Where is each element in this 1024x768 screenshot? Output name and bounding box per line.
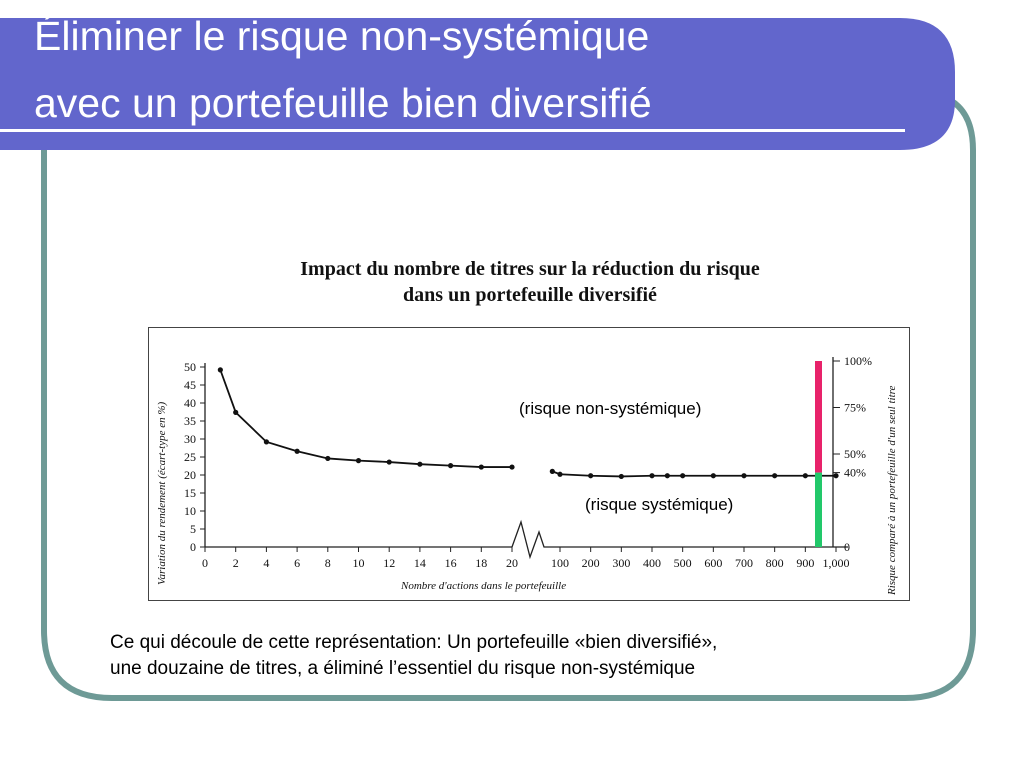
x-tick-label: 18 xyxy=(475,556,488,570)
x-tick-label: 8 xyxy=(324,556,331,570)
y-tick-label: 0 xyxy=(190,540,196,554)
x-axis-break xyxy=(512,522,848,557)
slide-caption xyxy=(110,630,950,682)
x-tick-label: 6 xyxy=(294,556,301,570)
y-tick-label: 50 xyxy=(184,360,196,374)
data-point xyxy=(649,473,654,478)
y-tick-label: 15 xyxy=(184,486,196,500)
data-point xyxy=(772,473,777,478)
data-point xyxy=(387,459,392,464)
y-tick-label: 10 xyxy=(184,504,196,518)
y2-tick-label: 40% xyxy=(844,465,866,480)
data-point xyxy=(680,473,685,478)
x-tick-label: 16 xyxy=(444,556,457,570)
caption-line-1: Ce qui découle de cette représentation: Un portefeuille «bien diversifié», xyxy=(110,632,718,653)
risk-chart xyxy=(148,327,910,601)
data-point xyxy=(509,464,514,469)
series-right-line xyxy=(552,471,836,476)
x-tick-label: 900 xyxy=(796,556,815,570)
x-tick-label: 2 xyxy=(232,556,239,570)
x-tick-label: 600 xyxy=(704,556,723,570)
chart-axes xyxy=(205,357,848,557)
x-tick-label: 500 xyxy=(673,556,692,570)
y2-tick-label: 0 xyxy=(844,540,850,554)
x-tick-label: 200 xyxy=(581,556,600,570)
x-tick-label: 400 xyxy=(643,556,661,570)
x-tick-label: 14 xyxy=(413,556,426,570)
y2-tick-label: 75% xyxy=(844,400,866,415)
x-tick-label: 100 xyxy=(551,556,569,570)
chart-ticks xyxy=(184,354,872,570)
nonsystematic-risk-bar xyxy=(815,361,822,473)
risk-split-bars xyxy=(815,361,822,547)
data-point xyxy=(356,458,361,463)
data-point xyxy=(417,462,422,467)
data-point xyxy=(218,367,223,372)
x-tick-label: 20 xyxy=(506,556,518,570)
data-point xyxy=(741,473,746,478)
chart-title-line-2: dans un portefeuille diversifié xyxy=(403,284,657,306)
data-point xyxy=(833,473,838,478)
y2-tick-label: 50% xyxy=(844,447,866,461)
annotation-systematic: (risque systémique) xyxy=(585,495,734,514)
x-tick-label: 800 xyxy=(765,556,784,570)
chart-points xyxy=(218,367,839,479)
chart-title-line-1: Impact du nombre de titres sur la réduction du risque xyxy=(300,258,760,280)
data-point xyxy=(803,473,808,478)
y-axis-label: Variation du rendement (écart-type en %) xyxy=(156,401,168,585)
x-tick-label: 4 xyxy=(263,556,270,570)
x-tick-label: 700 xyxy=(735,556,753,570)
y-tick-label: 5 xyxy=(190,522,196,536)
data-point xyxy=(665,473,670,478)
y-tick-label: 20 xyxy=(184,468,196,482)
data-point xyxy=(233,410,238,415)
title-underline xyxy=(0,129,905,132)
y2-axis-label: Risque comparé à un portefeuille d'un seul titre xyxy=(886,385,898,595)
data-point xyxy=(619,474,624,479)
x-tick-label: 1,000 xyxy=(822,556,850,570)
data-point xyxy=(711,473,716,478)
y-tick-label: 25 xyxy=(184,450,196,464)
x-tick-label: 10 xyxy=(352,556,365,570)
y-tick-label: 45 xyxy=(184,378,196,392)
y2-tick-label: 100% xyxy=(844,354,872,368)
data-point xyxy=(588,473,593,478)
data-point xyxy=(295,449,300,454)
y-tick-label: 35 xyxy=(184,414,196,428)
x-tick-label: 12 xyxy=(383,556,396,570)
chart-title xyxy=(190,256,870,308)
data-point xyxy=(448,463,453,468)
x-axis-label: Nombre d'actions dans le portefeuille xyxy=(401,580,567,592)
caption-line-2: une douzaine de titres, a éliminé l’essentiel du risque non-systémique xyxy=(110,658,696,679)
slide-title-line-1: Éliminer le risque non-systémique xyxy=(34,13,650,59)
annotation-nonsystematic: (risque non-systémique) xyxy=(519,399,702,418)
y-tick-label: 40 xyxy=(184,396,196,410)
series-left-line xyxy=(220,370,512,467)
data-point xyxy=(479,464,484,469)
y-tick-label: 30 xyxy=(184,432,196,446)
x-tick-label: 300 xyxy=(612,556,631,570)
x-tick-label: 0 xyxy=(202,556,208,570)
data-point xyxy=(325,456,330,461)
data-point xyxy=(557,472,562,477)
chart-lines xyxy=(220,370,836,477)
slide-title-line-2: avec un portefeuille bien diversifié xyxy=(34,80,652,126)
data-point xyxy=(550,469,555,474)
data-point xyxy=(264,439,269,444)
systematic-risk-bar xyxy=(815,473,822,547)
